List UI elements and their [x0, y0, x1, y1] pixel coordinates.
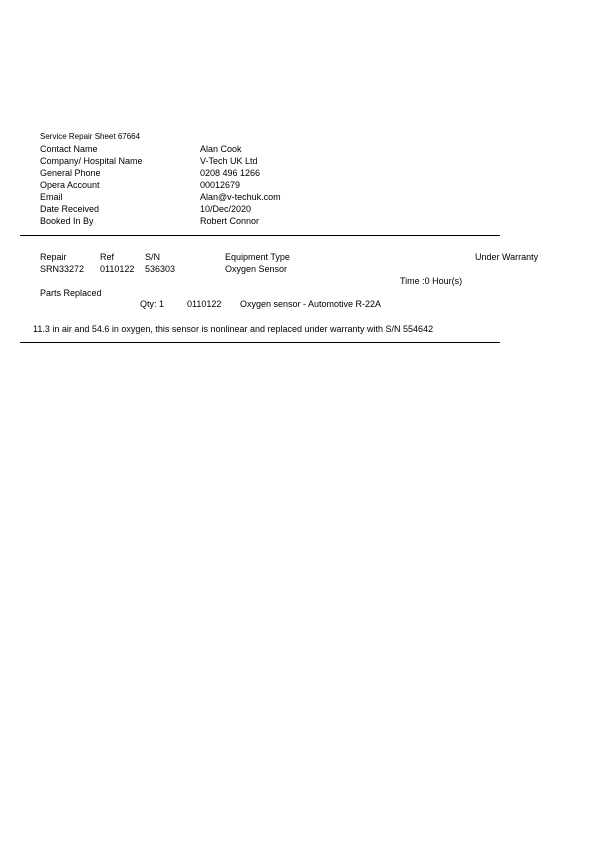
email-label: Email — [40, 192, 63, 202]
equipment-value: Oxygen Sensor — [225, 264, 288, 274]
booked-in-value: Robert Connor — [200, 216, 260, 226]
date-received-value: 10/Dec/2020 — [200, 204, 252, 214]
repair-number: SRN33272 — [40, 264, 85, 274]
contact-name-value: Alan Cook — [200, 144, 242, 154]
top-divider — [20, 235, 500, 236]
ref-value: 0110122 — [100, 264, 135, 274]
contact-name-label: Contact Name — [40, 144, 98, 154]
ref-header: Ref — [100, 252, 115, 262]
time-spent: Time :0 Hour(s) — [400, 276, 463, 286]
sn-header: S/N — [145, 252, 161, 262]
part-qty: Qty: 1 — [140, 299, 165, 309]
company-label: Company/ Hospital Name — [40, 156, 143, 166]
phone-value: 0208 496 1266 — [200, 168, 261, 178]
account-label: Opera Account — [40, 180, 100, 190]
phone-label: General Phone — [40, 168, 101, 178]
email-value: Alan@v-techuk.com — [200, 192, 281, 202]
repair-header: Repair — [40, 252, 67, 262]
booked-in-label: Booked In By — [40, 216, 94, 226]
bottom-divider — [20, 342, 500, 343]
sheet-title: Service Repair Sheet 67664 — [40, 132, 141, 141]
company-value: V-Tech UK Ltd — [200, 156, 258, 166]
parts-replaced-label: Parts Replaced — [40, 288, 102, 298]
part-description: Oxygen sensor - Automotive R-22A — [240, 299, 382, 309]
repair-notes: 11.3 in air and 54.6 in oxygen, this sensor is nonlinear and replaced under warranty with S/N 554642 — [33, 324, 434, 334]
warranty-header: Under Warranty — [475, 252, 539, 262]
equipment-header: Equipment Type — [225, 252, 290, 262]
part-code: 0110122 — [187, 299, 222, 309]
date-received-label: Date Received — [40, 204, 100, 214]
account-value: 00012679 — [200, 180, 241, 190]
sn-value: 536303 — [145, 264, 176, 274]
